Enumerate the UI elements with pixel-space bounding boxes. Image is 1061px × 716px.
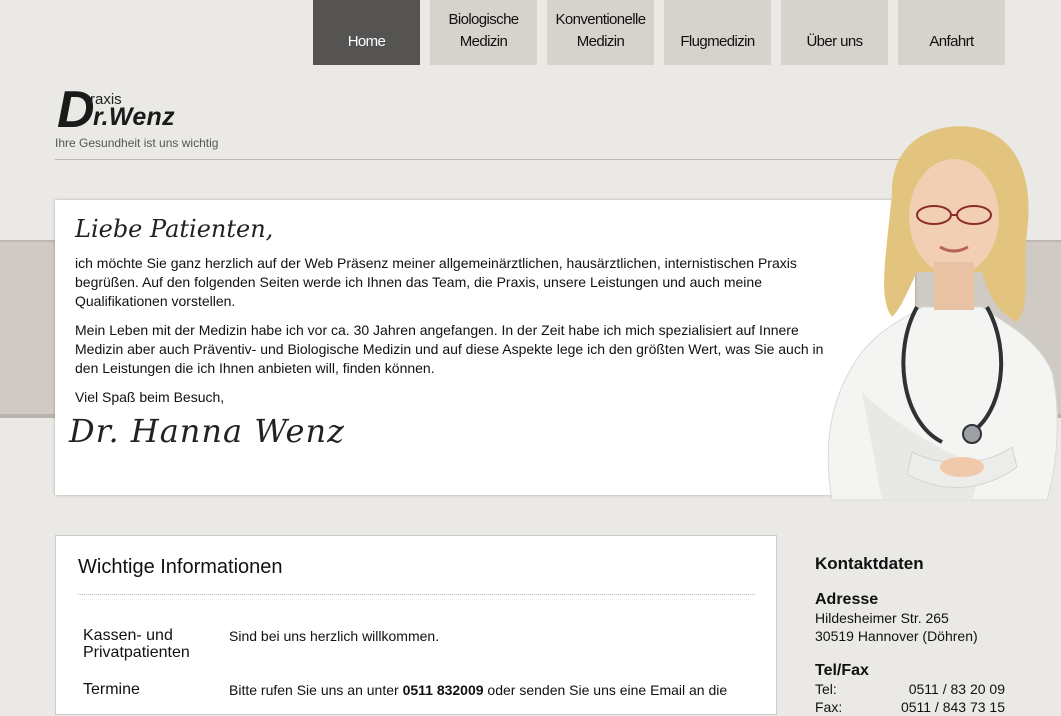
logo-letter: D — [57, 81, 93, 139]
welcome-greeting: Liebe Patienten, — [75, 215, 274, 243]
nav-label: Home — [347, 33, 386, 50]
welcome-paragraph: ich möchte Sie ganz herzlich auf der Web Präsenz meiner allgemeinärztlichen, hausärztlichen, internistischen Praxis begrüßen. Auf den folgenden Seiten werde ich Ihnen das Team, die Praxis, unsere Leistungen und auch meine Qualifikationen vorstellen. — [75, 255, 797, 309]
nav-item-anfahrt[interactable] — [898, 0, 1005, 65]
info-text-termine — [229, 681, 749, 699]
address-heading: Adresse — [815, 591, 879, 608]
doctor-portrait-image — [822, 122, 1061, 500]
info-text-kassen: Sind bei uns herzlich willkommen. — [229, 628, 440, 644]
address-city: 30519 Hannover (Döhren) — [815, 628, 978, 644]
nav-item-biologische-medizin[interactable] — [430, 0, 537, 65]
termine-text-before: Bitte rufen Sie uns an unter — [229, 682, 403, 698]
contact-panel — [815, 554, 1015, 716]
welcome-paragraph: Viel Spaß beim Besuch, — [75, 389, 225, 405]
info-title: Wichtige Informationen — [78, 556, 283, 578]
welcome-paragraph: Mein Leben mit der Medizin habe ich vor ca. 30 Jahren angefangen. In der Zeit habe ich mich spezialisiert auf Innere Medizin aber auch Präventiv- und Biologische Medizin und auf diese Aspekte lege ich den größten Wert, was Sie auch in den Leistungen die ich Ihnen anbieten will, finden können. — [75, 322, 824, 376]
doctor-signature: Dr. Hanna Wenz — [69, 412, 345, 450]
tel-value[interactable]: 0511 / 83 20 09 — [908, 681, 1005, 697]
nav-item-home[interactable] — [313, 0, 420, 65]
info-label-termine: Termine — [83, 681, 140, 698]
important-info-panel — [55, 535, 777, 715]
nav-label: Konventionelle Medizin — [555, 11, 646, 50]
address-street: Hildesheimer Str. 265 — [815, 610, 949, 626]
contact-title: Kontaktdaten — [815, 554, 924, 573]
nav-item-konventionelle-medizin[interactable] — [547, 0, 654, 65]
info-divider — [78, 594, 755, 595]
nav-label: Biologische Medizin — [448, 11, 519, 50]
main-navigation — [313, 0, 1005, 65]
nav-item-flugmedizin[interactable] — [664, 0, 771, 65]
termine-phone[interactable]: 0511 832009 — [402, 682, 484, 698]
welcome-panel — [55, 200, 915, 495]
logo-praxis-text: raxis — [90, 91, 122, 108]
nav-label: Flugmedizin — [680, 33, 755, 50]
nav-item-ueber-uns[interactable] — [781, 0, 888, 65]
fax-label: Fax: — [815, 699, 843, 715]
fax-row — [815, 698, 1005, 716]
telfax-heading: Tel/Fax — [815, 662, 869, 679]
termine-text-after: oder senden Sie uns eine Email an die — [483, 682, 728, 698]
tel-row — [815, 680, 1005, 698]
logo-tagline: Ihre Gesundheit ist uns wichtig — [55, 136, 219, 150]
header-divider — [55, 159, 915, 160]
welcome-text — [75, 254, 835, 417]
site-logo[interactable] — [55, 82, 275, 152]
info-label-kassen: Kassen- und Privatpatienten — [83, 627, 190, 661]
logo-name-text: r.Wenz — [93, 103, 175, 131]
nav-label: Über uns — [806, 33, 863, 50]
fax-value: 0511 / 843 73 15 — [900, 699, 1005, 715]
tel-label: Tel: — [815, 681, 837, 697]
nav-label: Anfahrt — [929, 33, 974, 50]
